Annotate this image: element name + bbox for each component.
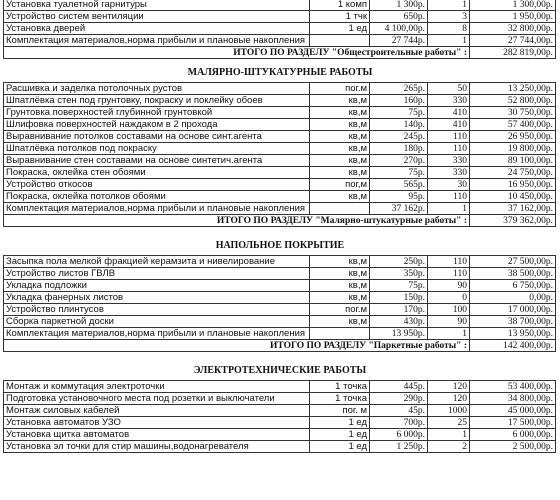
item-price: 150р. [370,292,428,304]
item-unit: кв,м [310,155,370,167]
item-qty: 120 [428,381,470,393]
table-row [4,441,556,453]
item-unit: кв,м [310,95,370,107]
table-row [4,381,556,393]
table-row [4,417,556,429]
item-price: 37 162р. [370,203,428,215]
item-price: 180р. [370,143,428,155]
item-name: Грунтовка поверхностей глубинной грунтовкой [4,107,310,119]
item-qty: 50 [428,83,470,95]
item-price: 430р. [370,316,428,328]
item-unit [310,203,370,215]
item-name: Засыпка пола мелкой фракцией керамзита и нивелирование [4,256,310,268]
item-qty: 90 [428,316,470,328]
item-unit: кв,м [310,143,370,155]
item-name: Комплектация материалов,норма прибыли и плановые накопления [4,35,310,47]
item-name: Укладка фанерных листов [4,292,310,304]
table-row [4,393,556,405]
item-price: 270р. [370,155,428,167]
item-unit: 1 тчк [310,11,370,23]
item-name: Монтаж силовых кабелей [4,405,310,417]
item-sum: 38 500,00р. [470,268,556,280]
table-row [4,179,556,191]
item-qty: 110 [428,131,470,143]
item-unit: кв,м [310,167,370,179]
table-row [4,131,556,143]
item-sum: 24 750,00р. [470,167,556,179]
section-title-plaster: МАЛЯРНО-ШТУКАТУРНЫЕ РАБОТЫ [187,67,373,78]
item-sum: 30 750,00р. [470,107,556,119]
item-qty: 410 [428,107,470,119]
item-unit: пог,м [310,179,370,191]
item-price: 95р. [370,191,428,203]
section-title-floor: НАПОЛЬНОЕ ПОКРЫТИЕ [215,240,345,251]
item-sum: 19 800,00р. [470,143,556,155]
item-price: 4 100,00р. [370,23,428,35]
table-row [4,167,556,179]
item-price: 1 300р. [370,0,428,11]
table-row [4,143,556,155]
table-row [4,11,556,23]
item-unit: 1 точка [310,381,370,393]
item-unit: 1 точка [310,393,370,405]
item-qty: 330 [428,95,470,107]
item-price: 13 950р. [370,328,428,340]
item-name: Выравнивание потолков составами на основе синт.агента [4,131,310,143]
item-price: 75р. [370,107,428,119]
item-name: Подготовка установочного места под розетки и выключатели [4,393,310,405]
item-name: Покраска, оклейка потолков обоями [4,191,310,203]
item-price: 565р. [370,179,428,191]
item-qty: 1 [428,429,470,441]
section-title-electric: ЭЛЕКТРОТЕХНИЧЕСКИЕ РАБОТЫ [193,365,367,376]
table-row [4,405,556,417]
table-row [4,316,556,328]
item-unit: кв,м [310,131,370,143]
table-row [4,83,556,95]
table-row [4,280,556,292]
item-qty: 120 [428,393,470,405]
item-unit: кв,м [310,107,370,119]
item-unit: 1 ед [310,417,370,429]
item-name: Устройство листов ГВЛВ [4,268,310,280]
item-price: 170р. [370,304,428,316]
table-row [4,0,556,11]
table-row [4,95,556,107]
electric-works-table [3,380,556,453]
table-row [4,191,556,203]
item-sum: 13 950,00р. [470,328,556,340]
item-sum: 45 000,00р. [470,405,556,417]
item-price: 445р. [370,381,428,393]
item-unit: пог.м [310,83,370,95]
item-price: 75р. [370,167,428,179]
section-total-sum: 379 362,00р. [470,215,556,227]
item-sum: 32 800,00р. [470,23,556,35]
item-name: Установка автоматов УЗО [4,417,310,429]
item-name: Устройство систем вентиляции [4,11,310,23]
plaster-works-table [3,82,556,227]
item-sum: 89 100,00р. [470,155,556,167]
item-qty: 1 [428,328,470,340]
floor-works-table [3,255,556,352]
item-unit: 1 ед [310,429,370,441]
section-total-row [4,47,556,59]
item-name: Установка эл точки для стир машины,водонагревателя [4,441,310,453]
item-unit: 1 комп [310,0,370,11]
item-name: Установка щитка автоматов [4,429,310,441]
item-qty: 110 [428,268,470,280]
item-price: 350р. [370,268,428,280]
general-works-table [3,0,556,59]
table-row [4,256,556,268]
item-name: Установка туалетной гарнитуры [4,0,310,11]
item-unit: кв,м [310,268,370,280]
item-sum: 1 300,00р. [470,0,556,11]
item-qty: 110 [428,191,470,203]
item-qty: 8 [428,23,470,35]
item-qty: 330 [428,167,470,179]
table-row [4,328,556,340]
table-row [4,304,556,316]
item-qty: 1000 [428,405,470,417]
section-total-row [4,215,556,227]
item-sum: 6 000,00р. [470,429,556,441]
item-qty: 25 [428,417,470,429]
item-qty: 100 [428,304,470,316]
item-sum: 57 400,00р. [470,119,556,131]
item-price: 700р. [370,417,428,429]
item-unit: 1 ед [310,23,370,35]
item-sum: 27 744,00р. [470,35,556,47]
item-name: Укладка подложки [4,280,310,292]
item-name: Комплектация материалов,норма прибыли и плановые накопления [4,328,310,340]
item-qty: 0 [428,292,470,304]
item-sum: 0,00р. [470,292,556,304]
item-name: Устройство плинтусов [4,304,310,316]
item-qty: 2 [428,441,470,453]
item-qty: 1 [428,0,470,11]
item-unit: кв,м [310,280,370,292]
item-sum: 34 800,00р. [470,393,556,405]
table-row [4,107,556,119]
item-sum: 13 250,00р. [470,83,556,95]
table-row [4,203,556,215]
item-price: 160р. [370,95,428,107]
item-sum: 1 950,00р. [470,11,556,23]
item-sum: 17 500,00р. [470,417,556,429]
item-name: Установка дверей [4,23,310,35]
item-price: 290р. [370,393,428,405]
item-price: 27 744р. [370,35,428,47]
item-unit: кв,м [310,256,370,268]
item-unit [310,35,370,47]
table-row [4,268,556,280]
item-sum: 37 162,00р. [470,203,556,215]
item-price: 245р. [370,131,428,143]
item-qty: 1 [428,203,470,215]
item-qty: 90 [428,280,470,292]
item-qty: 3 [428,11,470,23]
item-sum: 17 000,00р. [470,304,556,316]
item-qty: 110 [428,143,470,155]
item-name: Шпатлёвка потолков под покраску [4,143,310,155]
section-total-sum: 142 400,00р. [470,340,556,352]
item-sum: 38 700,00р. [470,316,556,328]
item-qty: 30 [428,179,470,191]
item-price: 75р. [370,280,428,292]
item-name: Шлифовка поверхностей наждаком в 2 прохода [4,119,310,131]
table-row [4,23,556,35]
item-name: Монтаж и коммутация электроточки [4,381,310,393]
item-sum: 10 450,00р. [470,191,556,203]
item-name: Расшивка и заделка потолочных рустов [4,83,310,95]
item-name: Устройство откосов [4,179,310,191]
item-sum: 6 750,00р. [470,280,556,292]
item-price: 6 000р. [370,429,428,441]
item-unit: кв,м [310,119,370,131]
item-sum: 2 500,00р. [470,441,556,453]
item-price: 265р. [370,83,428,95]
item-unit [310,328,370,340]
section-total-label: ИТОГО ПО РАЗДЕЛУ "Общестроительные работы" : [4,47,470,59]
item-unit: кв,м [310,191,370,203]
item-name: Сборка паркетной доски [4,316,310,328]
item-name: Выравнивание стен составами на основе синтетич.агента [4,155,310,167]
item-price: 650р. [370,11,428,23]
item-price: 140р. [370,119,428,131]
section-total-row [4,340,556,352]
item-name: Шпатлёвка стен под грунтовку, покраску и поклейку обоев [4,95,310,107]
item-price: 45р. [370,405,428,417]
section-total-label: ИТОГО ПО РАЗДЕЛУ "Паркетные работы" : [4,340,470,352]
item-qty: 110 [428,256,470,268]
table-row [4,119,556,131]
item-sum: 53 400,00р. [470,381,556,393]
item-unit: кв,м [310,316,370,328]
section-total-label: ИТОГО ПО РАЗДЕЛУ "Малярно-штукатурные работы" : [4,215,470,227]
table-row [4,35,556,47]
item-qty: 330 [428,155,470,167]
item-sum: 52 800,00р. [470,95,556,107]
section-total-sum: 282 819,00р. [470,47,556,59]
table-row [4,429,556,441]
item-sum: 16 950,00р. [470,179,556,191]
item-price: 250р. [370,256,428,268]
item-sum: 27 500,00р. [470,256,556,268]
item-name: Покраска, оклейка стен обоями [4,167,310,179]
item-qty: 1 [428,35,470,47]
table-row [4,292,556,304]
item-name: Комплектация материалов,норма прибыли и плановые накопления [4,203,310,215]
item-price: 1 250р. [370,441,428,453]
item-unit: 1 ед [310,441,370,453]
item-unit: пог. м [310,405,370,417]
item-sum: 26 950,00р. [470,131,556,143]
table-row [4,155,556,167]
item-unit: пог.м [310,304,370,316]
item-qty: 410 [428,119,470,131]
item-unit: кв,м [310,292,370,304]
